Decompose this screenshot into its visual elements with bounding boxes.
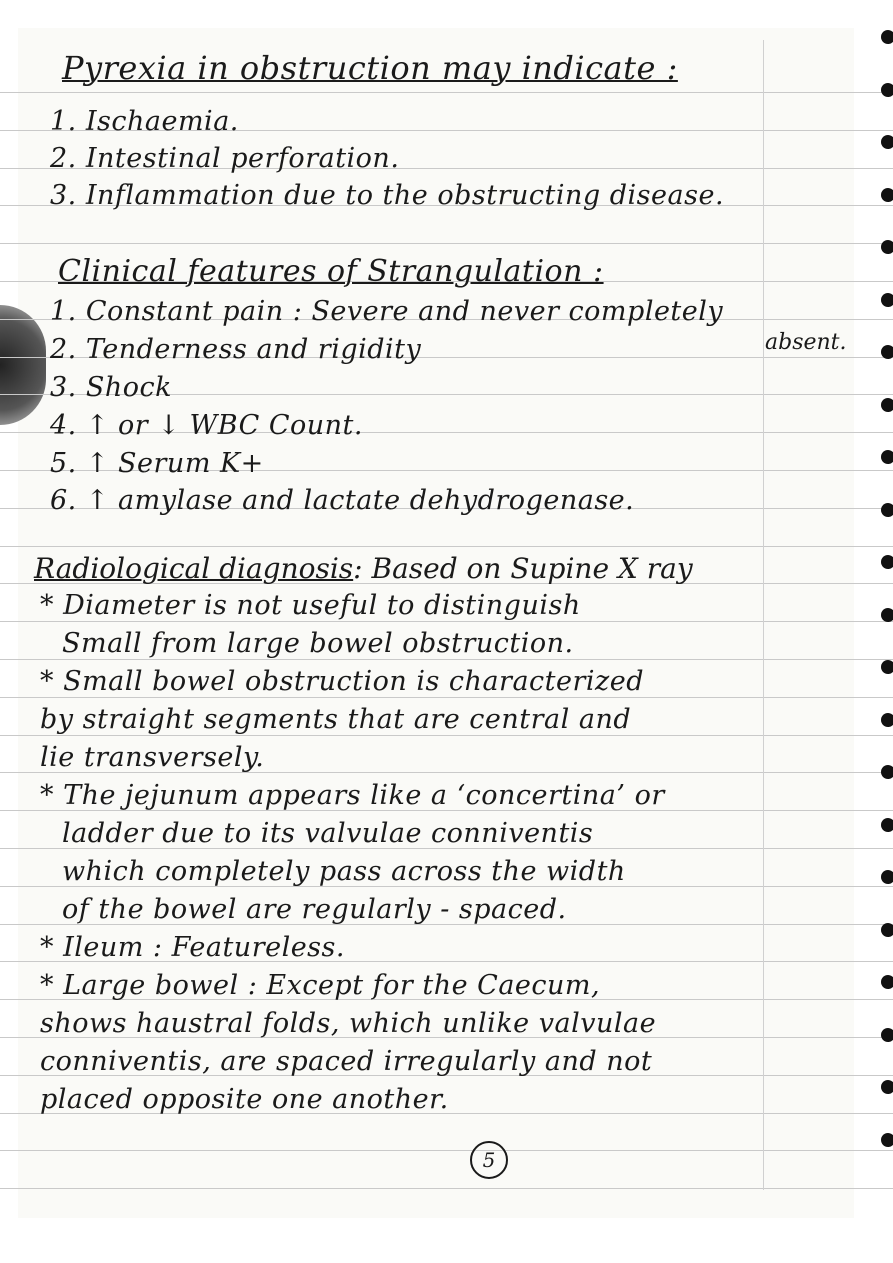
section3-line-12: shows haustral folds, which unlike valvulae: [40, 1008, 657, 1039]
binder-hole: [881, 503, 893, 517]
binder-hole: [881, 870, 893, 884]
section2-item-1-continuation: absent.: [765, 330, 847, 355]
section2-item-6: 6. ↑ amylase and lactate dehydrogenase.: [50, 485, 635, 516]
section3-line-14: placed opposite one another.: [40, 1084, 449, 1115]
binder-hole: [881, 765, 893, 779]
section2-item-1: 1. Constant pain : Severe and never completely: [50, 296, 724, 327]
section1-heading: Pyrexia in obstruction may indicate :: [62, 49, 678, 87]
section3-line-10: * Ileum : Featureless.: [40, 932, 345, 963]
binder-hole: [881, 188, 893, 202]
section2-item-5: 5. ↑ Serum K+: [50, 448, 264, 479]
binder-hole: [881, 713, 893, 727]
binder-hole: [881, 398, 893, 412]
binder-hole: [881, 1080, 893, 1094]
section2-item-2: 2. Tenderness and rigidity: [50, 334, 422, 365]
section3-line-5: lie transversely.: [40, 742, 265, 773]
section3-line-1: * Diameter is not useful to distinguish: [40, 590, 581, 621]
section3-line-7: ladder due to its valvulae conniventis: [62, 818, 594, 849]
binder-hole: [881, 1133, 893, 1147]
binder-hole: [881, 923, 893, 937]
section2-item-3: 3. Shock: [50, 372, 172, 403]
binder-hole: [881, 240, 893, 254]
section3-line-13: conniventis, are spaced irregularly and not: [40, 1046, 653, 1077]
section1-item-1: 1. Ischaemia.: [50, 106, 239, 137]
ruled-line: [0, 546, 893, 547]
section2-item-4: 4. ↑ or ↓ WBC Count.: [50, 410, 363, 441]
section3-heading-row: [34, 552, 693, 585]
binder-hole: [881, 345, 893, 359]
section3-line-8: which completely pass across the width: [62, 856, 626, 887]
page-number: 5: [470, 1141, 508, 1179]
binder-hole: [881, 293, 893, 307]
margin-line: [763, 40, 764, 1190]
binder-hole: [881, 660, 893, 674]
section3-line-3: * Small bowel obstruction is characterized: [40, 666, 645, 697]
section3-line-4: by straight segments that are central and: [40, 704, 632, 735]
section1-item-3: 3. Inflammation due to the obstructing disease.: [50, 180, 725, 211]
binder-hole: [881, 608, 893, 622]
section3-line-6: * The jejunum appears like a ‘concertina’ or: [40, 780, 665, 811]
binder-hole: [881, 555, 893, 569]
binder-hole: [881, 1028, 893, 1042]
section3-heading: Radiological diagnosis: [34, 552, 354, 585]
binder-hole: [881, 450, 893, 464]
binder-hole: [881, 83, 893, 97]
section3-line-11: * Large bowel : Except for the Caecum,: [40, 970, 601, 1001]
section2-heading: Clinical features of Strangulation :: [58, 254, 604, 289]
section3-line-9: of the bowel are regularly - spaced.: [62, 894, 567, 925]
ruled-line: [0, 1150, 893, 1151]
ruled-line: [0, 1188, 893, 1189]
ruled-line: [0, 243, 893, 244]
section3-heading-suffix: : Based on Supine X ray: [353, 552, 693, 585]
ruled-line: [0, 92, 893, 93]
section3-line-2: Small from large bowel obstruction.: [62, 628, 574, 659]
binder-hole: [881, 135, 893, 149]
section1-item-2: 2. Intestinal perforation.: [50, 143, 400, 174]
binder-hole: [881, 30, 893, 44]
binder-hole: [881, 818, 893, 832]
binder-hole: [881, 975, 893, 989]
